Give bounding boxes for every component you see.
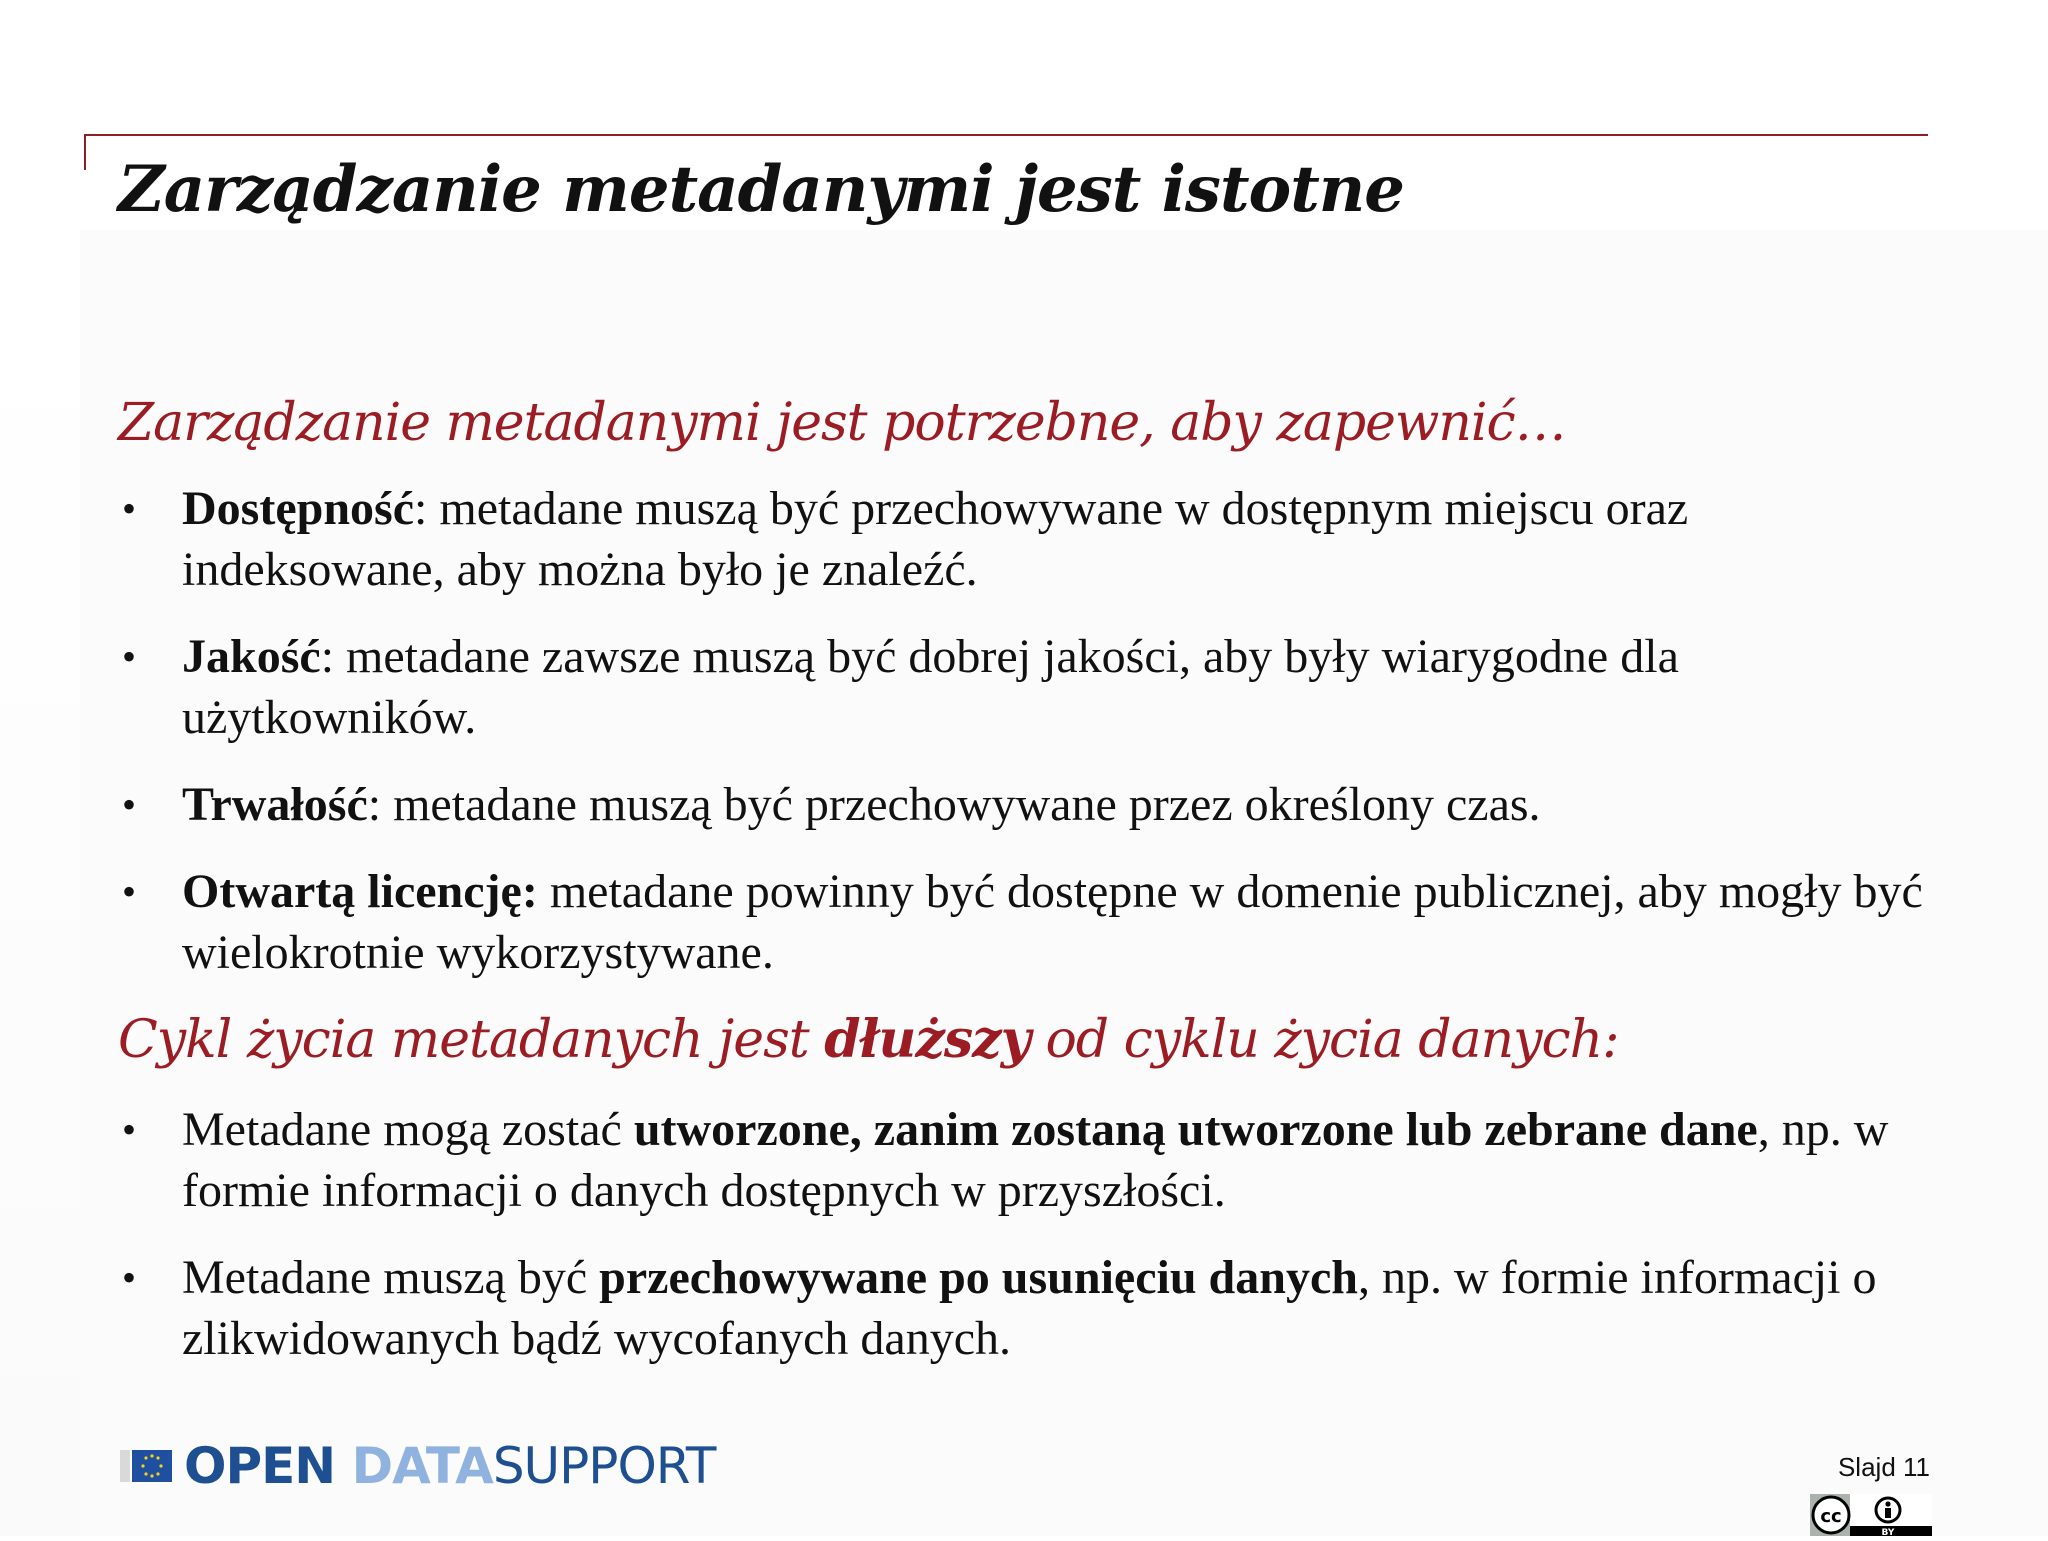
logo-support: SUPPORT [492,1437,716,1495]
slide-content [118,392,1938,1395]
bullet-text: metadane zawsze muszą być dobrej jakości, aby były wiarygodne dla użytkowników. [182,630,1679,744]
svg-text:cc: cc [1820,1506,1842,1527]
logo-wordmark [184,1437,715,1495]
title-rule-tick [84,134,86,170]
bullet-dot: • [122,1255,137,1300]
open-data-support-logo [118,1436,715,1496]
bullet-text-post: , np. w formie informacji o zlikwidowanych bądź wycofanych danych. [182,1251,1877,1365]
bullet-text: metadane muszą być przechowywane w dostępnym miejscu oraz indeksowane, aby można było je znaleźć. [182,482,1689,596]
bullet-list-2 [118,1099,1938,1369]
logo-data: DATA [351,1437,493,1495]
bullet-text-pre: Metadane mogą zostać [182,1103,634,1156]
bullet-text: metadane powinny być dostępne w domenie publicznej, aby mogły być wielokrotnie wykorzystywane. [182,865,1923,979]
list-item [118,861,1938,983]
bullet-sep: : [320,630,335,683]
slide-title: Zarządzanie metadanymi jest istotne [118,152,1404,227]
list-item [118,478,1938,600]
bullet-sep: : [414,482,428,535]
bullet-dot: • [122,782,137,827]
cc-by-label: BY [1881,1528,1895,1536]
heading-2-post: od cyklu życia danych: [1029,1010,1619,1070]
bullet-term: Trwałość [182,778,368,831]
list-item [118,1247,1938,1369]
bullet-term: Otwartą licencję: [182,865,538,918]
list-item [118,626,1938,748]
title-rule [84,134,1928,136]
heading-2-pre: Cykl życia metadanych jest [118,1010,825,1070]
bullet-text-post: , np. w formie informacji o danych dostępnych w przyszłości. [182,1103,1889,1217]
bullet-dot: • [122,1107,137,1152]
eu-flag-icon [118,1446,174,1486]
bullet-term: Jakość [182,630,321,683]
bullet-text-pre: Metadane muszą być [182,1251,600,1304]
heading-2-bold: dłuższy [824,1009,1030,1070]
bullet-dot: • [122,869,137,914]
section-heading-1: Zarządzanie metadanymi jest potrzebne, aby zapewnić… [118,393,1566,453]
cc-by-license-icon [1810,1494,1932,1536]
bullet-text-bold: przechowywane po usunięciu danych [599,1251,1358,1304]
bullet-dot: • [122,486,137,531]
slide-number: Slajd 11 [1837,1452,1930,1482]
bullet-dot: • [122,634,137,679]
list-item [118,1099,1938,1221]
bullet-text: metadane muszą być przechowywane przez określony czas. [381,778,1541,831]
logo-open: OPEN [184,1437,352,1495]
list-item [118,774,1938,835]
bullet-term: Dostępność [182,482,415,535]
section-heading-2 [118,1009,1938,1071]
bullet-list-1 [118,478,1938,983]
bullet-sep: : [367,778,382,831]
bullet-text-bold: utworzone, zanim zostaną utworzone lub zebrane dane [633,1103,1758,1156]
